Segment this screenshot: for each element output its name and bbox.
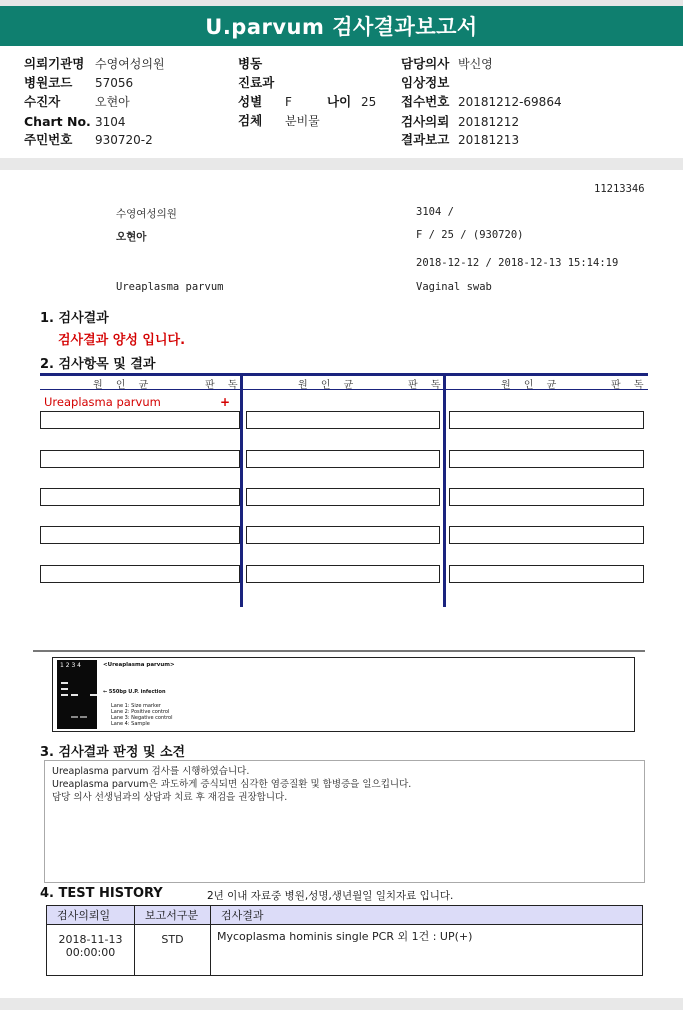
result-cell [246,526,440,544]
dept-label: 진료과 [238,75,275,90]
judgement-positive: + [220,395,231,409]
summary-dates: 2018-12-12 / 2018-12-13 15:14:19 [416,257,619,269]
age-field [327,95,351,109]
request-field [401,115,449,129]
gel-legend-item: Lane 3: Negative control [111,715,173,721]
section4-title: 4. TEST HISTORY [40,886,163,901]
gel-band [90,694,97,696]
bottom-border [0,998,683,1010]
hospital-label: 의뢰기관명 [24,56,85,71]
summary-sex-age: F / 25 / (930720) [416,229,524,241]
summary-id: 11213346 [594,183,645,195]
gel-electrophoresis-image [57,660,97,729]
history-date-cell [47,925,135,976]
history-col-result: 검사결과 [211,906,643,925]
receipt-field [401,95,449,109]
section3-title: 3. 검사결과 판정 및 소견 [40,745,186,760]
gel-legend-item: Lane 4: Sample [111,721,150,727]
result-cell [246,565,440,583]
result-cell [40,488,240,506]
positive-result: 검사결과 양성 입니다. [58,333,186,348]
remarks-box [44,760,645,883]
result-cell [40,565,240,583]
gel-band [71,716,78,718]
chart-value: 3104 [95,115,126,129]
gel-band [61,694,68,696]
result-cell [449,450,644,468]
gel-band-label: ← 550bp U.P. infection [103,689,166,695]
gel-lane-numbers: 1 2 3 4 [60,662,81,669]
history-table [46,905,643,976]
summary-name: 오현아 [116,231,147,243]
code-label: 병원코드 [24,75,73,90]
remark-line: Ureaplasma parvum은 과도하게 증식되면 심각한 염증질환 및 합병증을 일으킵니다. [52,779,412,790]
col-judge-2: 판 독 [408,380,446,391]
gel-legend-item: Lane 1: Size marker [111,703,161,709]
report-title: U.parvum 검사결과보고서 [0,6,683,46]
history-time: 00:00:00 [65,946,116,959]
col-judge-1: 판 독 [205,380,243,391]
code-field [24,76,72,90]
age-value: 25 [361,95,377,109]
report-date-field [401,133,449,147]
receipt-label: 접수번호 [401,94,450,109]
col-judge-3: 판 독 [611,380,649,391]
hospital-field [24,57,84,71]
sex-label: 성별 [238,94,263,109]
clinical-field [401,76,449,90]
rrn-value: 930720-2 [95,133,153,147]
history-result: Mycoplasma hominis single PCR 외 1건 : UP(+) [211,925,643,976]
rrn-label: 주민번호 [24,132,73,147]
patient-field [24,95,60,109]
sex-value: F [285,95,292,109]
summary-hospital: 수영여성의원 [116,208,177,220]
specimen-label: 검체 [238,113,263,128]
col-organism-3: 원 인 균 [501,380,562,391]
summary-test: Ureaplasma parvum [116,281,224,293]
clinical-label: 임상정보 [401,75,450,90]
rrn-field [24,133,72,147]
doctor-field [401,57,449,71]
horizontal-rule [33,650,645,652]
gel-legend-item: Lane 2: Positive control [111,709,170,715]
summary-specimen: Vaginal swab [416,281,492,293]
col-organism-2: 원 인 균 [298,380,359,391]
section2-title: 2. 검사항목 및 결과 [40,357,156,372]
table-row [47,925,643,976]
history-note: 2년 이내 자료중 병원,성명,생년월일 일치자료 입니다. [207,890,454,902]
receipt-value: 20181212-69864 [458,95,562,109]
remark-line: 담당 의사 선생님과의 상담과 치료 후 재검을 권장합니다. [52,792,288,803]
request-value: 20181212 [458,115,520,129]
age-label: 나이 [327,94,352,109]
result-cell [449,565,644,583]
gel-band [71,694,78,696]
col-organism-1: 원 인 균 [93,380,154,391]
result-cell [246,411,440,429]
history-date: 2018-11-13 [58,933,123,946]
column-separator [443,373,446,607]
result-cell [40,526,240,544]
request-label: 검사의뢰 [401,114,450,129]
result-cell [246,450,440,468]
summary-chart: 3104 / [416,206,454,218]
history-col-type: 보고서구분 [135,906,211,925]
patient-label: 수진자 [24,94,61,109]
organism-name: Ureaplasma parvum [44,395,161,409]
result-cell [40,450,240,468]
result-cell [449,488,644,506]
gel-band [61,688,68,690]
history-type: STD [135,925,211,976]
ward-label: 병동 [238,56,263,71]
sex-field [238,95,262,109]
history-header-row [47,906,643,925]
chart-field [24,115,91,129]
chart-label: Chart No. [24,114,91,129]
code-value: 57056 [95,76,134,90]
dept-field [238,76,274,90]
hospital-value: 수영여성의원 [95,57,165,71]
gel-image-panel [52,657,635,732]
specimen-field [238,114,262,128]
result-cell [449,526,644,544]
column-separator [240,373,243,607]
report-date-value: 20181213 [458,133,520,147]
result-cell [449,411,644,429]
report-date-label: 결과보고 [401,132,450,147]
ward-field [238,57,262,71]
doctor-label: 담당의사 [401,56,450,71]
gel-band [80,716,87,718]
remark-line: Ureaplasma parvum 검사를 시행하였습니다. [52,766,250,777]
history-col-date: 검사의뢰일 [47,906,135,925]
section1-title: 1. 검사결과 [40,311,109,326]
gel-band [61,682,68,684]
doctor-value: 박신영 [458,57,493,71]
result-cell [246,488,440,506]
specimen-value: 분비물 [285,114,320,128]
patient-value: 오현아 [95,95,130,109]
result-cell [40,411,240,429]
section-divider [0,158,683,170]
gel-title: <Ureaplasma parvum> [103,662,175,668]
